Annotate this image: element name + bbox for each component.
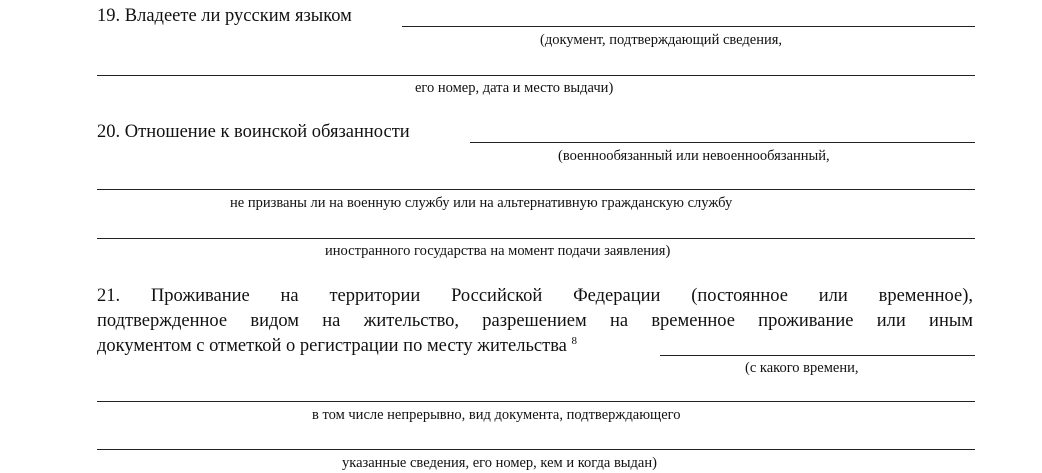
q21-hint-3: указанные сведения, его номер, кем и когда выдан) <box>342 455 657 471</box>
q20-answer-line-2[interactable] <box>97 189 975 190</box>
q21-answer-line-3[interactable] <box>97 449 975 450</box>
q21-hint-2: в том числе непрерывно, вид документа, подтверждающего <box>312 407 681 423</box>
q20-label: 20. Отношение к воинской обязанности <box>97 122 410 142</box>
q19-label: 19. Владеете ли русским языком <box>97 6 352 26</box>
q21-text-line-3-text: документом с отметкой о регистрации по месту жительства <box>97 336 567 356</box>
q21-answer-line[interactable] <box>660 355 975 356</box>
q20-hint-2: не призваны ли на военную службу или на альтернативную гражданскую службу <box>230 195 733 211</box>
q21-text-line-2: подтвержденное видом на жительство, разрешением на временное проживание или иным <box>97 311 973 331</box>
q19-hint-1: (документ, подтверждающий сведения, <box>540 32 783 48</box>
q19-answer-line-2[interactable] <box>97 75 975 76</box>
q21-text-line-3 <box>97 336 577 356</box>
q21-text-line-1: 21. Проживание на территории Российской Федерации (постоянное или временное), <box>97 286 973 306</box>
q20-answer-line-3[interactable] <box>97 238 975 239</box>
q20-hint-3: иностранного государства на момент подачи заявления) <box>325 243 671 259</box>
q19-hint-2: его номер, дата и место выдачи) <box>415 80 614 96</box>
q21-hint-1: (с какого времени, <box>745 360 859 376</box>
footnote-marker: 8 <box>571 335 578 347</box>
q20-hint-1: (военнообязанный или невоеннообязанный, <box>558 148 830 164</box>
q21-answer-line-2[interactable] <box>97 401 975 402</box>
q19-answer-line[interactable] <box>402 26 975 27</box>
q20-answer-line[interactable] <box>470 142 975 143</box>
